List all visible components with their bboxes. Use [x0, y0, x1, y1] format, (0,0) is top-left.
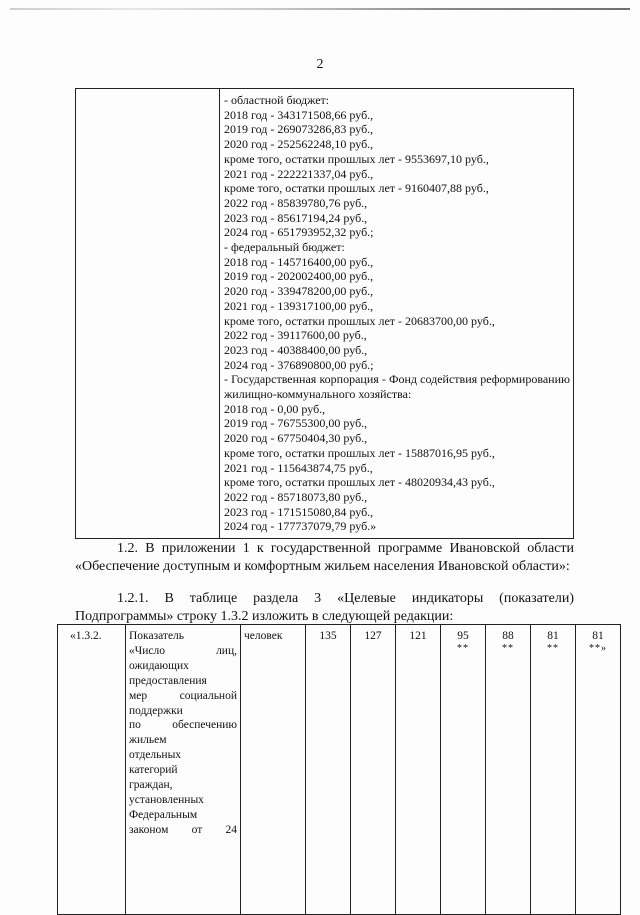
- budget-line-fund: - Государственная корпорация - Фонд содействия реформированию жилищно-коммунального хозяйства:: [224, 372, 570, 402]
- indicator-name-line: мер социальной: [129, 689, 237, 702]
- indicator-row-1-3-2: [58, 625, 621, 915]
- footnote-mark: **»: [589, 642, 607, 654]
- indicator-value: 88: [502, 630, 514, 642]
- indicator-value: 135: [319, 630, 337, 642]
- funding-sources-cell: [220, 89, 574, 539]
- indicator-name-line: граждан,: [129, 779, 173, 792]
- budget-line: 2023 год - 85617194,24 руб.,: [224, 210, 368, 225]
- budget-line: 2022 год - 85839780,76 руб.,: [224, 195, 368, 210]
- indicator-name-line: поддержки: [129, 704, 183, 717]
- budget-line: 2019 год - 269073286,83 руб.,: [224, 122, 374, 137]
- indicator-name-line: категорий: [129, 764, 178, 777]
- budget-line: 2022 год - 39117600,00 руб.,: [224, 328, 367, 343]
- scan-artifact-line: [10, 8, 630, 10]
- budget-line: - федеральный бюджет:: [224, 240, 345, 255]
- budget-line: кроме того, остатки прошлых лет - 15887016,95 руб.,: [224, 445, 495, 460]
- indicator-name-line: «Число лиц,: [129, 644, 237, 657]
- row-number: «1.3.2.: [58, 625, 126, 915]
- value-cell-2023: [531, 625, 576, 915]
- unit-cell: человек: [241, 625, 306, 915]
- budget-line: 2018 год - 145716400,00 руб.,: [224, 254, 374, 269]
- value-cell-2018: [306, 625, 351, 915]
- value-cell-2024: [576, 625, 621, 915]
- indicator-name-line: предоставления: [129, 674, 207, 687]
- indicator-value: 121: [409, 630, 427, 642]
- budget-line: 2020 год - 67750404,30 руб.,: [224, 431, 368, 446]
- budget-line: кроме того, остатки прошлых лет - 20683700,00 руб.,: [224, 313, 495, 328]
- value-cell-2019: [351, 625, 396, 915]
- indicator-value: 127: [364, 630, 382, 642]
- budget-line: 2019 год - 202002400,00 руб.,: [224, 269, 374, 284]
- budget-line: 2021 год - 115643874,75 руб.,: [224, 460, 373, 475]
- budget-line: 2024 год - 651793952,32 руб.;: [224, 225, 374, 240]
- budget-line: кроме того, остатки прошлых лет - 9160407,88 руб.,: [224, 181, 489, 196]
- budget-line: 2024 год - 376890800,00 руб.;: [224, 357, 374, 372]
- budget-line: 2020 год - 252562248,10 руб.,: [224, 137, 374, 152]
- budget-line: 2024 год - 177737079,79 руб.»: [224, 519, 377, 534]
- budget-line: кроме того, остатки прошлых лет - 48020934,43 руб.,: [224, 475, 495, 490]
- indicator-name-line: Федеральным: [129, 808, 198, 821]
- budget-line: 2019 год - 76755300,00 руб.,: [224, 416, 368, 431]
- footnote-mark: **: [547, 642, 559, 654]
- value-cell-2021: [441, 625, 486, 915]
- footnote-mark: **: [502, 642, 514, 654]
- amendment-paragraph-1: [75, 540, 574, 575]
- budget-line: - областной бюджет:: [224, 93, 330, 107]
- budget-line: 2022 год - 85718073,80 руб.,: [224, 489, 368, 504]
- amendment-paragraph-1-text: 1.2. В приложении 1 к государственной программе Ивановской области «Обеспечение доступным и комфортным жильем населения Ивановской области»:: [75, 541, 574, 574]
- budget-line: 2023 год - 171515080,84 руб.,: [224, 504, 374, 519]
- indicator-name-cell: [126, 625, 241, 915]
- budget-line: 2023 год - 40388400,00 руб.,: [224, 342, 368, 357]
- budget-line: 2021 год - 139317100,00 руб.,: [224, 298, 374, 313]
- amendment-paragraph-2: [75, 590, 574, 625]
- funding-table-empty-cell: [76, 89, 220, 539]
- budget-line: 2021 год - 222221337,04 руб.,: [224, 166, 374, 181]
- indicator-name-line: отдельных: [129, 749, 182, 762]
- footnote-mark: **: [457, 642, 469, 654]
- funding-table-row: [76, 89, 574, 539]
- budget-line: 2020 год - 339478200,00 руб.,: [224, 284, 374, 299]
- budget-line: кроме того, остатки прошлых лет - 9553697,10 руб.,: [224, 151, 489, 166]
- indicator-name-line: жильем: [129, 734, 167, 747]
- budget-line: 2018 год - 343171508,66 руб.,: [224, 107, 374, 122]
- budget-line: 2018 год - 0,00 руб.,: [224, 401, 326, 416]
- page-number: 2: [316, 57, 324, 72]
- amendment-paragraph-2-text: 1.2.1. В таблице раздела 3 «Целевые индикаторы (показатели) Подпрограммы» строку 1.3.2 изложить в следующей редакции:: [75, 591, 574, 624]
- value-cell-2020: [396, 625, 441, 915]
- indicator-name-line: по обеспечению: [129, 719, 237, 732]
- indicator-table: [57, 624, 621, 915]
- indicator-name-line: законом от 24: [129, 823, 237, 836]
- funding-table: [75, 88, 574, 539]
- indicator-value: 95: [457, 630, 469, 642]
- indicator-value: 81: [592, 630, 604, 642]
- indicator-name-line: Показатель: [129, 630, 185, 642]
- value-cell-2022: [486, 625, 531, 915]
- indicator-name-line: установленных: [129, 793, 204, 806]
- indicator-name-line: ожидающих: [129, 659, 189, 672]
- indicator-value: 81: [547, 630, 559, 642]
